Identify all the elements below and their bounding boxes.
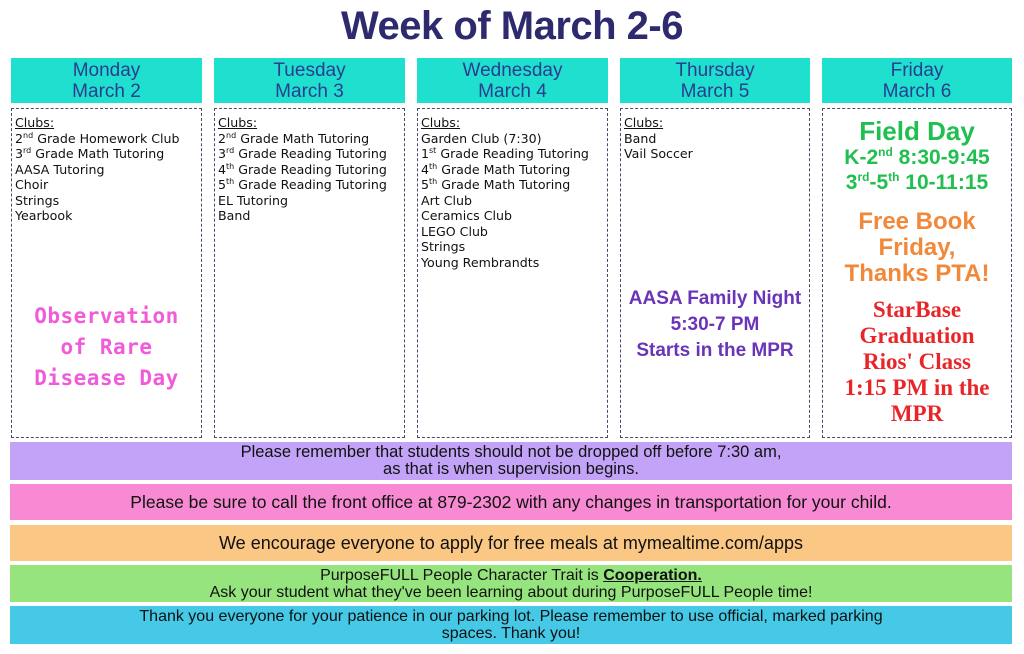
club-item: Garden Club (7:30) [421,130,542,146]
club-item: 5th Grade Reading Tutoring [218,176,387,192]
day-header-monday [11,58,202,103]
club-item: Yearbook [15,208,73,223]
clubs-heading: Clubs: [421,115,461,130]
club-item: EL Tutoring [218,192,289,208]
page-title: Week of March 2-6 [341,4,683,48]
day-header-friday [822,58,1012,103]
day-header-thursday [620,58,810,103]
day-box-friday [822,108,1012,438]
club-item: 2nd Grade Homework Club [15,130,180,146]
starbase-event: StarBase Graduation Rios' Class 1:15 PM in the MPR [844,297,990,426]
club-item: LEGO Club [421,223,488,239]
club-item: Band [624,130,657,146]
club-item: 3rd Grade Reading Tutoring [218,145,387,161]
club-item: Choir [15,177,49,192]
monday-special-event: Observation of Rare Disease Day [34,304,179,390]
day-box-tuesday [214,108,405,438]
day-name: Monday [72,60,141,81]
meals-notice: We encourage everyone to apply for free meals at mymealtime.com/apps [10,525,1012,561]
day-name: Tuesday [273,60,346,81]
club-item: Strings [421,239,466,254]
club-item: Young Rembrandts [421,254,540,270]
day-name: Wednesday [462,60,563,81]
club-item: 3rd Grade Math Tutoring [15,145,165,161]
day-date: March 6 [882,81,952,102]
day-date: March 2 [72,81,141,102]
day-name: Thursday [675,60,755,81]
club-item: 5th Grade Math Tutoring [421,176,571,192]
day-box-monday [11,108,202,438]
trait-name: Cooperation. [603,567,702,584]
transport-notice: Please be sure to call the front office at 879-2302 with any changes in transportation for your child. [10,484,1012,520]
day-header-wednesday [417,58,608,103]
free-book-event: Free Book Friday, Thanks PTA! [844,208,990,287]
thursday-special-event: AASA Family Night 5:30-7 PM Starts in the MPR [628,288,802,361]
field-day-event: Field Day K-2nd 8:30-9:45 3rd-5th 10-11:15 [844,116,990,194]
club-item: Strings [15,192,60,208]
club-item: Ceramics Club [421,208,512,223]
day-date: March 5 [680,81,750,102]
club-item: Band [218,208,251,223]
club-item: Art Club [421,192,473,208]
day-box-wednesday [417,108,608,438]
clubs-heading: Clubs: [218,115,258,130]
character-trait-notice: PurposeFULL People Character Trait is Cooperation. Ask your student what they've been learning about during PurposeFULL People time! [10,565,1012,602]
club-item: Vail Soccer [624,146,693,161]
day-date: March 3 [275,81,344,102]
club-item: 4th Grade Reading Tutoring [218,161,387,177]
day-box-thursday [620,108,810,438]
dropoff-notice: Please remember that students should not be dropped off before 7:30 am, as that is when supervision begins. [10,442,1012,480]
club-item: 1st Grade Reading Tutoring [421,145,589,161]
club-item: 2nd Grade Math Tutoring [218,130,370,146]
clubs-heading: Clubs: [624,115,664,130]
day-header-tuesday [214,58,405,103]
club-item: AASA Tutoring [15,161,105,177]
clubs-heading: Clubs: [15,115,55,130]
day-date: March 4 [478,81,547,102]
day-name: Friday [890,60,944,81]
club-item: 4th Grade Math Tutoring [421,161,571,177]
parking-notice: Thank you everyone for your patience in our parking lot. Please remember to use official, marked parking spaces. Thank you! [10,606,1012,644]
